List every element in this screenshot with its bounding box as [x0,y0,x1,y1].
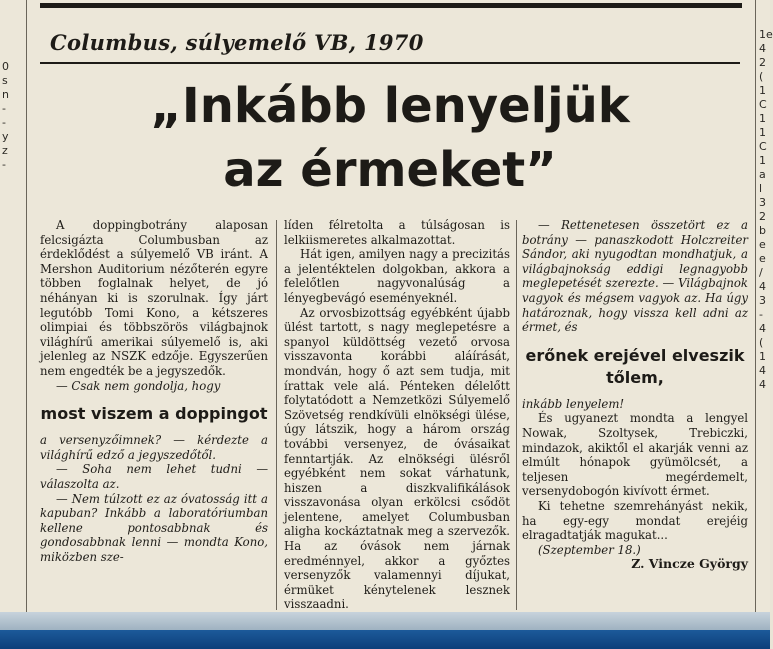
paragraph: Ki tehetne szemrehányást nekik, ha egy-egy mondat erejéig elragadtatják magukat... [522,498,748,543]
margin-glyph: 1 [759,350,766,363]
viewer-toolbar-strip [0,612,770,630]
margin-glyph: 2 [759,56,766,69]
article-column-3 [522,218,748,572]
top-rule [40,3,742,8]
margin-glyph: b [759,224,766,237]
margin-glyph: ( [759,70,764,83]
paragraph: És ugyanezt mondta a lengyel Nowak, Szoltysek, Trebiczki, mindazok, akiktől el akarják venni az elmúlt hónapok gyümölcsét, a teljesen megérdemelt, versenydobogón kivívott érmet. [522,411,748,499]
headline-line-1: „Inkább lenyeljük [150,78,630,134]
article-headline [40,74,740,202]
margin-glyph: ( [759,336,764,349]
margin-glyph: 1e [759,28,773,41]
margin-glyph: l [759,182,763,195]
margin-glyph: 1 [759,84,766,97]
paragraph: — Rettenetesen összetört ez a botrány — panaszkodott Holczreiter Sándor, aki nyugodtan mondhatjuk, a világbajnokság eddigi legnagyobb meglepetését szerezte. — Világbajnok vagyok és mégsem vagyok az. Ha úgy határoznak, hogy vissza kell adni az érmet, és [522,218,748,335]
right-adjacent-column [755,0,771,612]
column-divider [516,220,517,610]
margin-glyph: 4 [759,378,766,391]
subheading: erőnek erejével elveszik tőlem, [525,345,745,387]
paragraph: a versenyzőimnek? — kérdezte a világhírű edző a jegyszedőtől. [40,433,268,462]
margin-glyph: e [759,252,766,265]
margin-glyph: e [759,238,766,251]
paragraph: A doppingbotrány alaposan felcsigázta Columbusban az érdeklődést a súlyemelő VB iránt. A Mershon Auditorium nézőterén egyre többen foglalnak helyet, de jó néhányan ki is szorulnak. Így járt legutóbb Tomi Kono, a kétszeres olimpiai és többszörös világbajnok világhírű amerikai súlyemelő is, aki jelenleg az NSZK edzője. Egyszerűen nem engedték be a jegyszedők. [40,218,268,378]
paragraph: — Nem túlzott ez az óvatosság itt a kapuban? Inkább a laboratóriumban kellene pontosabbnak és gondosabbnak lenni — mondta Kono, miközben sze- [40,491,268,564]
byline: Z. Vincze György [631,556,748,572]
margin-glyph: / [759,266,763,279]
article-kicker: Columbus, súlyemelő VB, 1970 [50,30,424,55]
article-column-2 [284,218,510,612]
margin-glyph: 2 [759,210,766,223]
headline-line-2: az érmeket” [223,142,557,198]
margin-glyph: - [2,158,6,171]
dateline: (Szeptember 18.) [538,542,641,557]
margin-glyph: n [2,88,9,101]
margin-glyph: - [759,308,763,321]
margin-glyph: 1 [759,112,766,125]
margin-glyph: C [759,98,767,111]
column-divider [276,220,277,610]
paragraph: líden félretolta a túlságosan is lelkiismeretes alkalmazottat. [284,218,510,247]
margin-glyph: 1 [759,154,766,167]
margin-glyph: 4 [759,322,766,335]
margin-glyph: 0 [2,60,9,73]
article-column-1 [40,218,268,564]
left-adjacent-column [0,0,27,612]
paragraph: — Csak nem gondolja, hogy [56,378,221,393]
margin-glyph: 4 [759,280,766,293]
margin-glyph: 3 [759,196,766,209]
paragraph: — Soha nem lehet tudni — válaszolta az. [40,462,268,491]
margin-glyph: 4 [759,42,766,55]
subheading: most viszem a doppingot [40,404,268,424]
paragraph: Hát igen, amilyen nagy a precizitás a jelentéktelen dolgokban, akkora a felelőtlen nagyvonalúság a lényegbevágó eseményeknél. [284,247,510,305]
taskbar-strip [0,630,770,649]
kicker-rule [40,62,740,64]
margin-glyph: y [2,130,9,143]
margin-glyph: C [759,140,767,153]
margin-glyph: - [2,116,6,129]
margin-glyph: 1 [759,126,766,139]
margin-glyph: 4 [759,364,766,377]
margin-glyph: a [759,168,766,181]
paragraph: inkább lenyelem! [522,396,625,411]
paragraph: Az orvosbizottság egyébként újabb ülést tartott, s nagy meglepetésre a spanyol küldöttség vezető orvosa visszavonta korábbi aláírását, mondván, hogy ő azt sem tudja, mit írattak vele alá. Pénteken délelőtt folytatódott a Nemzetközi Súlyemelő Szövetség rendkívüli elnökségi ülése, úgy látszik, hogy a három ország további versenyez, de óvásaikat fenntartják. Az elnökségi ülésről egyébként nem sokat várhatunk, hiszen a diszkvalifikálások visszavonása olyan erkölcsi csődöt jelentene, amelyet Columbusban aligha kockáztatnak meg a szervezők. Ha az óvások nem járnak eredménnyel, akkor a győztes versenyzők valamennyi díjukat, érmüket kénytelenek lesznek visszaadni. [284,305,510,612]
margin-glyph: 3 [759,294,766,307]
margin-glyph: - [2,102,6,115]
margin-glyph: z [2,144,8,157]
margin-glyph: s [2,74,8,87]
